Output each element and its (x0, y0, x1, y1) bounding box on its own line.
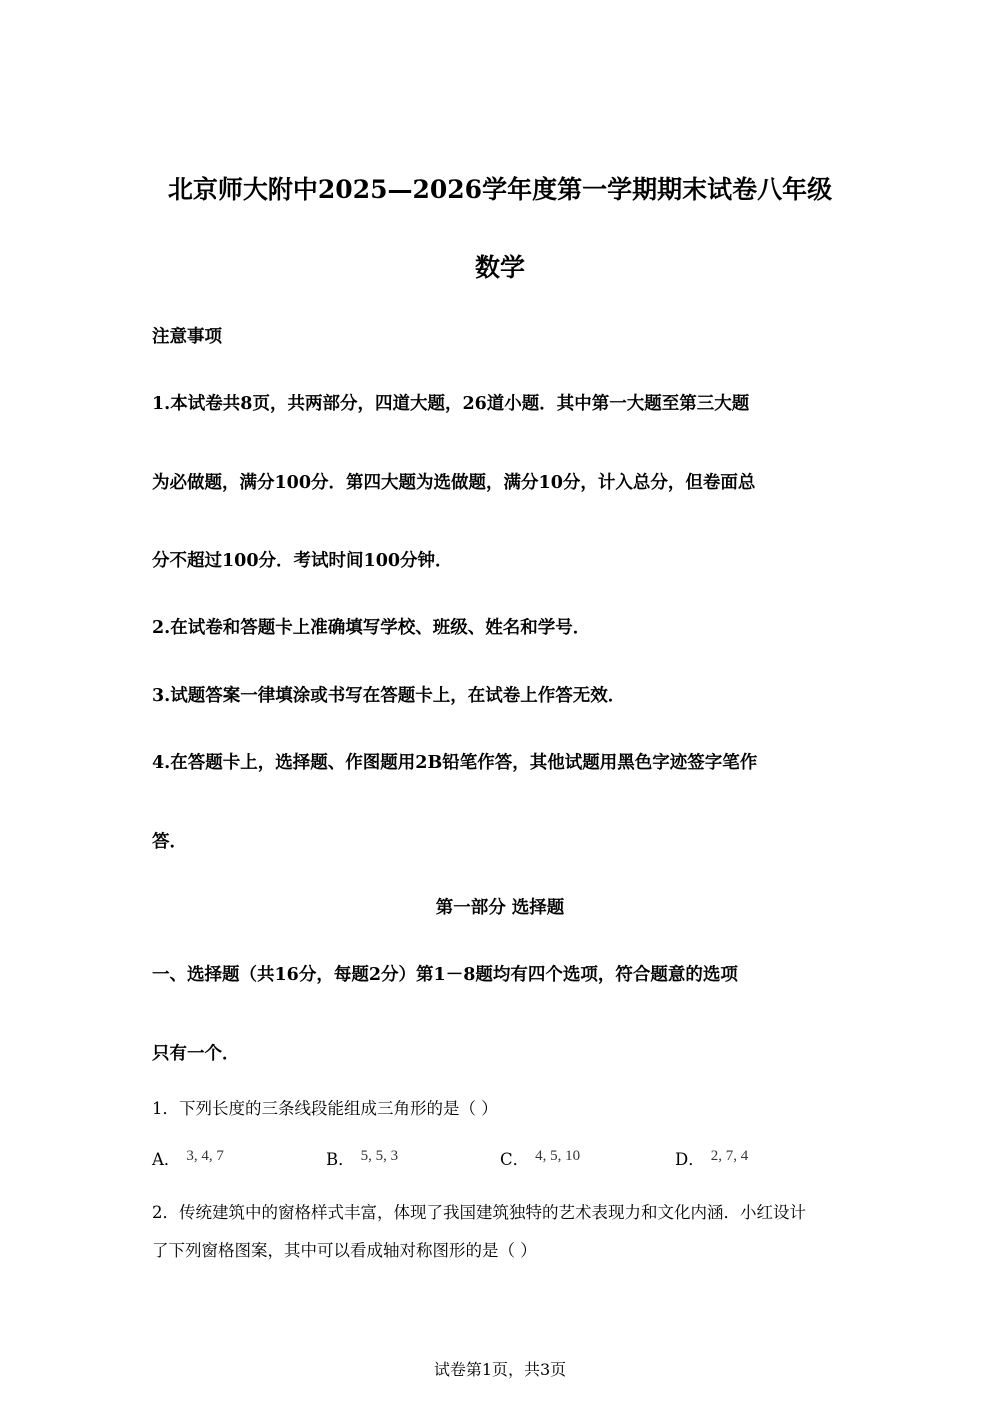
option-label: D． (675, 1150, 705, 1169)
option-label: A． (152, 1150, 181, 1169)
question-1-option-b (326, 1146, 398, 1170)
exam-title-subject: 数学 (474, 253, 525, 282)
notice-line-2: 为必做题，满分100分．第四大题为选做题，满分10分，计入总分，但卷面总 (152, 473, 756, 493)
option-label: B． (326, 1150, 355, 1169)
question-1-stem: 1．下列长度的三条线段能组成三角形的是（ ） (152, 1099, 498, 1118)
option-value: 5, 5, 3 (360, 1148, 399, 1164)
question-1-option-d (675, 1146, 748, 1170)
option-label: C． (500, 1150, 530, 1169)
option-value: 3, 4, 7 (186, 1148, 224, 1164)
section-instruction-line1: 一、选择题（共16分，每题2分）第1－8题均有四个选项，符合题意的选项 (152, 965, 738, 985)
notice-heading: 注意事项 (152, 327, 222, 347)
notice-line-5: 3.试题答案一律填涂或书写在答题卡上，在试卷上作答无效． (152, 686, 626, 706)
exam-title-line1: 北京师大附中2025—2026学年度第一学期期末试卷八年级 (167, 175, 833, 204)
part-heading: 第一部分 选择题 (435, 898, 565, 918)
section-instruction-line2: 只有一个． (152, 1044, 240, 1064)
notice-line-4: 2.在试卷和答题卡上准确填写学校、班级、姓名和学号． (152, 618, 591, 638)
question-2-stem-line1: 2．传统建筑中的窗格样式丰富，体现了我国建筑独特的艺术表现力和文化内涵．小红设计 (152, 1203, 806, 1222)
option-value: 4, 5, 10 (535, 1148, 581, 1164)
notice-line-6: 4.在答题卡上，选择题、作图题用2B铅笔作答，其他试题用黑色字迹签字笔作 (152, 753, 758, 773)
notice-line-3: 分不超过100分．考试时间100分钟． (152, 551, 453, 571)
question-1-option-a (152, 1146, 224, 1170)
option-value: 2, 7, 4 (710, 1148, 749, 1164)
notice-line-1: 1.本试卷共8页，共两部分，四道大题，26道小题．其中第一大题至第三大题 (152, 394, 750, 414)
page-footer: 试卷第1页，共3页 (433, 1360, 567, 1379)
question-2-stem-line2: 了下列窗格图案，其中可以看成轴对称图形的是（ ） (152, 1241, 537, 1260)
question-1-option-c (500, 1146, 580, 1170)
notice-line-7: 答． (152, 832, 187, 852)
